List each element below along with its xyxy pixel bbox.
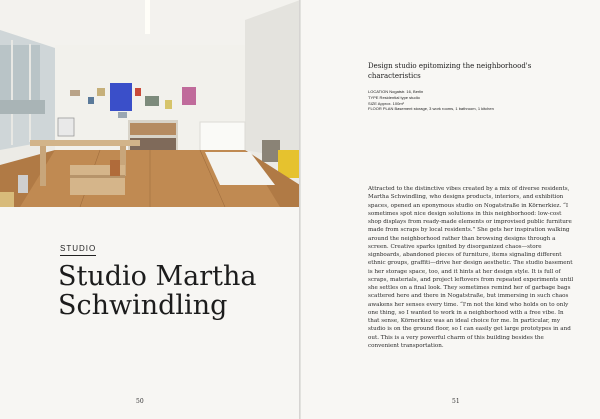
article-body: Attracted to the distinctive vibes created by a mix of diverse residents, Martha Schwindling, who designs products, interiors, and exhibition spaces, opened an eponymous studio on Nogatstraße in Körnerkiez. “I sometimes spot nice design solutions in this neighborhood: low-cost shop displays from ready-made elements or improvised public furniture made from scraps by local residents.” She gets her inspiration walking around the neighborhood rather than browsing designs through a screen. Creative sparks ignited by disorganized chaos—store signboards, abandoned pieces of furniture, items signaling different ethnic groups, graffiti—drive her design aesthetic. The studio basement is her storage space, too, and it hints at her design style. It is full of scraps, materials, and project leftovers from repeated experiments until she settles on a final look. They sometimes remind her of garbage bags scattered here and there in Nogatstraße, but immersing in such chaos awakens her senses every time. “I'm not the kind who holds on to only one thing, so I wanted to work in a neighborhood with a free vibe. In that sense, Körnerkiez was an ideal choice for me. In particular, my studio is on the ground floor, so I can easily get large prototypes in and out. This is a very powerful charm of this building besides the convenient transportation. [368, 186, 574, 349]
meta-type: TYPE Residential type studio [368, 94, 420, 100]
studio-meta [368, 89, 568, 112]
page-number-right: 51 [452, 398, 460, 405]
meta-size: SIZE Approx. 100m² [368, 100, 405, 106]
meta-floor-plan: FLOOR PLAN Basement storage, 3 work rooms, 1 bathroom, 1 kitchen [368, 106, 494, 112]
meta-location: LOCATION Nogatstr. 16, Berlin [368, 89, 424, 94]
section-label: STUDIO [60, 244, 96, 256]
page-number-left: 50 [136, 398, 144, 405]
article-subtitle: Design studio epitomizing the neighborhood's characteristics [368, 62, 532, 80]
article-title: Studio Martha Schwindling [58, 261, 257, 321]
studio-photo [0, 0, 299, 207]
left-page [0, 0, 299, 419]
studio-interior-image [0, 0, 299, 207]
